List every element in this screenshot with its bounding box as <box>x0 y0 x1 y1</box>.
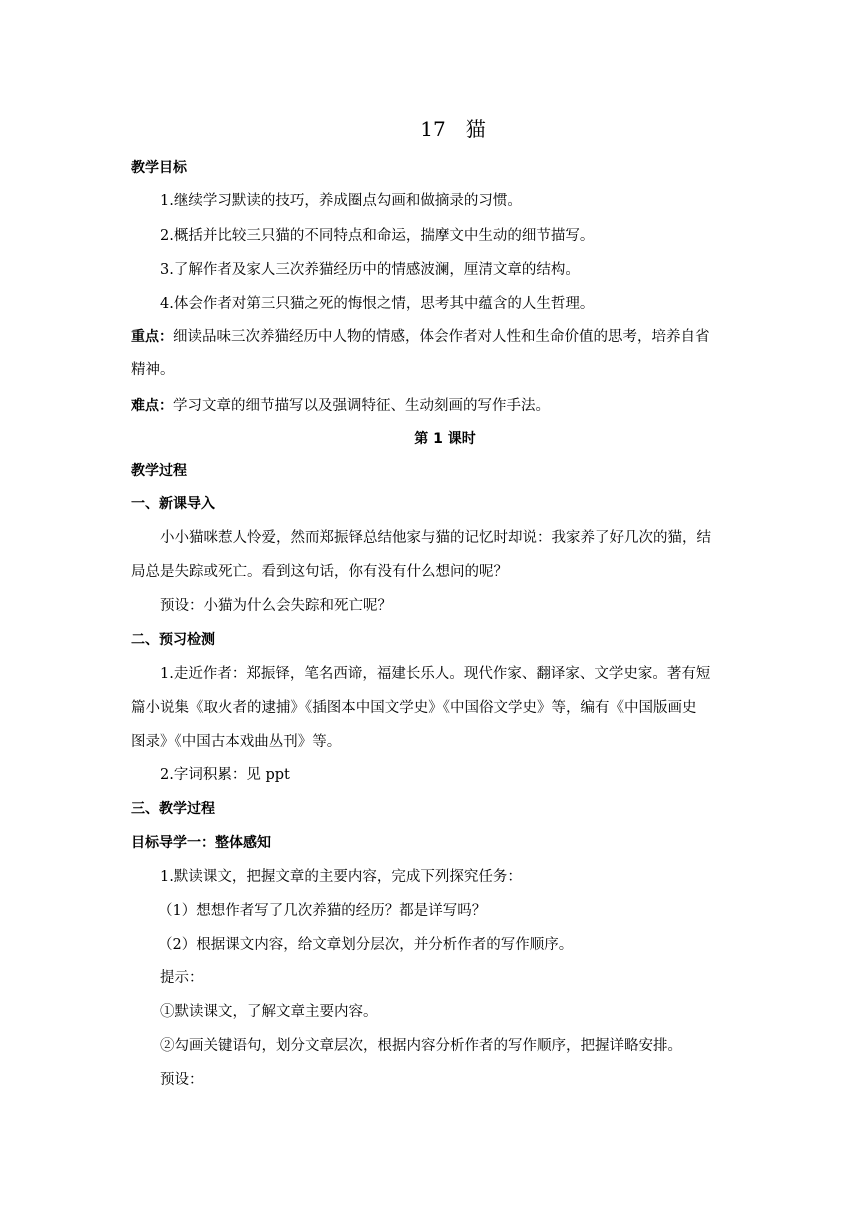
task-intro: 1.默读课文，把握文章的主要内容，完成下列探究任务： <box>160 869 522 885</box>
key-point-continued: 精神。 <box>131 362 175 378</box>
goal-item-1: 1.继续学习默读的技巧，养成圈点勾画和做摘录的习惯。 <box>160 193 522 209</box>
key-point-text: 细读品味三次养猫经历中人物的情感，体会作者对人性和生命价值的思考，培养自省 <box>173 329 710 345</box>
lesson-heading: 第 1 课时 <box>414 431 476 447</box>
intro-paragraph-line-2: 局总是失踪或死亡。看到这句话，你有没有什么想问的呢？ <box>131 564 508 580</box>
goal-item-2: 2.概括并比较三只猫的不同特点和命运，揣摩文中生动的细节描写。 <box>160 228 595 244</box>
section-2-heading: 二、预习检测 <box>131 632 215 648</box>
difficult-point-label: 难点： <box>131 398 173 414</box>
teaching-goals-heading: 教学目标 <box>131 160 187 176</box>
section-3-heading: 三、教学过程 <box>131 801 215 817</box>
hint-item-1: ①默读课文，了解文章主要内容。 <box>160 1004 378 1020</box>
key-point-label: 重点： <box>131 329 173 345</box>
goal-item-4: 4.体会作者对第三只猫之死的悔恨之情，思考其中蕴含的人生哲理。 <box>160 296 595 312</box>
difficult-point-text: 学习文章的细节描写以及强调特征、生动刻画的写作手法。 <box>173 398 550 414</box>
section-1-heading: 一、新课导入 <box>131 496 215 512</box>
intro-preset: 预设：小猫为什么会失踪和死亡呢？ <box>160 598 392 614</box>
process-heading: 教学过程 <box>131 463 187 479</box>
goal-item-3: 3.了解作者及家人三次养猫经历中的情感波澜，厘清文章的结构。 <box>160 262 580 278</box>
hint-label: 提示： <box>160 970 204 986</box>
task-question-2: （2）根据课文内容，给文章划分层次，并分析作者的写作顺序。 <box>158 937 574 953</box>
intro-paragraph-line-1: 小小猫咪惹人怜爱，然而郑振铎总结他家与猫的记忆时却说：我家养了好几次的猫，结 <box>160 530 711 546</box>
author-line-3: 图录》《中国古本戏曲丛刊》等。 <box>131 734 342 750</box>
author-line-1: 1.走近作者：郑振铎，笔名西谛，福建长乐人。现代作家、翻译家、文学史家。著有短 <box>160 666 711 682</box>
difficult-point <box>131 396 731 416</box>
key-point <box>131 327 731 347</box>
document-title: 17 猫 <box>420 117 486 141</box>
author-line-2: 篇小说集《取火者的逮捕》《插图本中国文学史》《中国俗文学史》等，编有《中国版画史 <box>131 700 697 716</box>
vocab-line: 2.字词积累：见 ppt <box>160 767 290 783</box>
preset-label: 预设： <box>160 1072 204 1088</box>
goal-guide-heading: 目标导学一：整体感知 <box>131 835 271 851</box>
hint-item-2: ②勾画关键语句，划分文章层次，根据内容分析作者的写作顺序，把握详略安排。 <box>160 1038 682 1054</box>
task-question-1: （1）想想作者写了几次养猫的经历？都是详写吗？ <box>158 903 487 919</box>
